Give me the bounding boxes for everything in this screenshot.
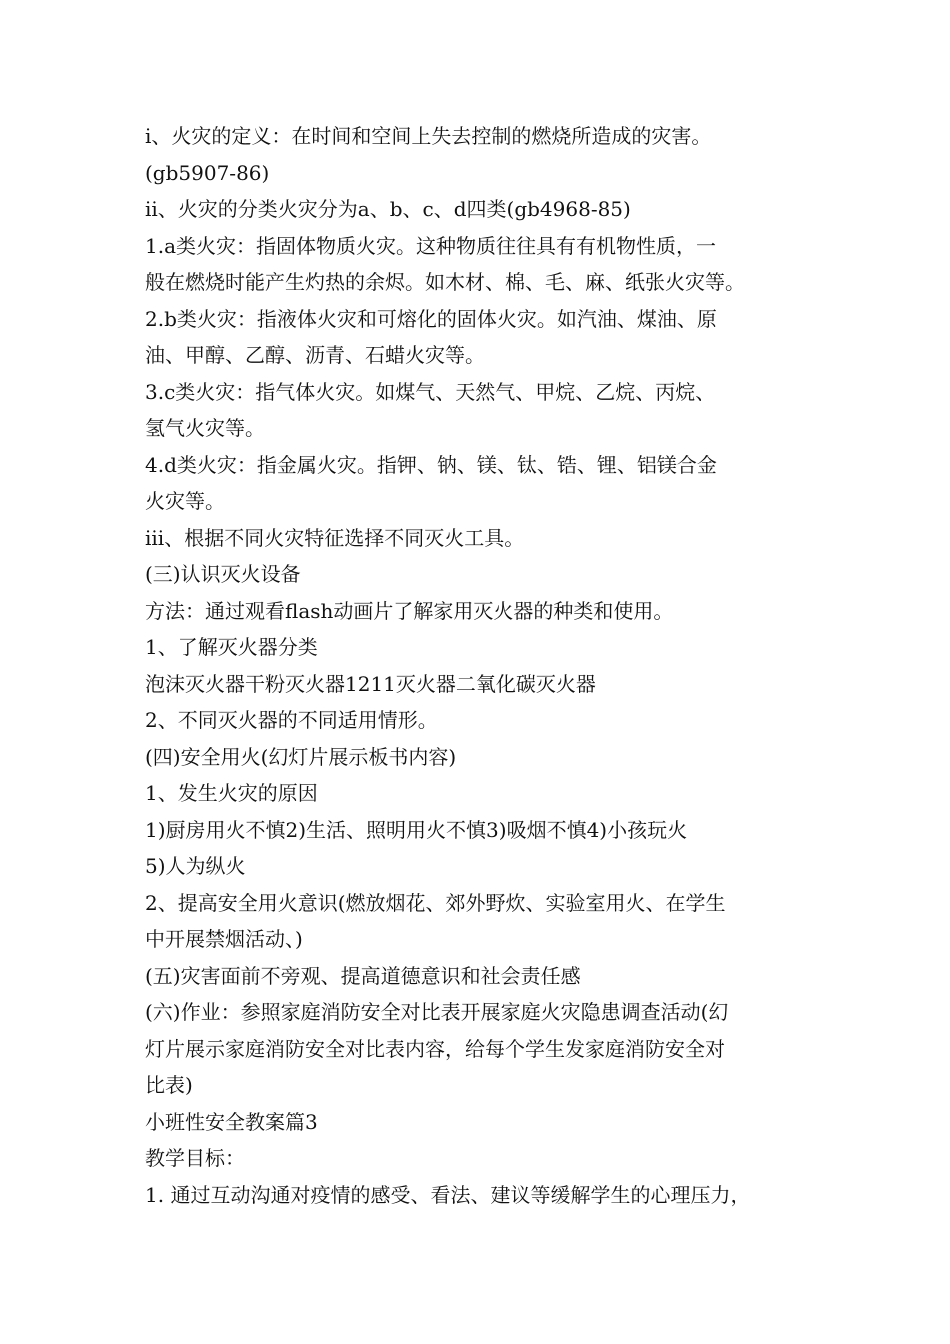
text-line-objectives-label: 教学目标： [145, 1146, 245, 1170]
text-line-standard-ref: (gb5907-86) [145, 160, 270, 185]
text-line-class-a: 1.a类火灾：指固体物质火灾。这种物质往往具有有机物性质，一 [145, 233, 717, 258]
text-line-class-d: 4.d类火灾：指金属火灾。指钾、钠、镁、钛、锆、锂、铝镁合金 [145, 452, 717, 477]
text-line-class-a-cont: 般在燃烧时能产生灼热的余烬。如木材、棉、毛、麻、纸张火灾等。 [145, 270, 745, 294]
section-heading-safe-fire: (四)安全用火(幻灯片展示板书内容) [145, 744, 457, 769]
text-line-class-b: 2.b类火灾：指液体火灾和可熔化的固体火灾。如汽油、煤油、原 [145, 306, 717, 331]
text-line-awareness-cont: 中开展禁烟活动、) [145, 927, 303, 951]
text-line-extinguisher-types: 1、了解灭火器分类 [145, 635, 318, 659]
text-line-fire-classification: ii、火灾的分类火灾分为a、b、c、d四类(gb4968-85) [145, 197, 631, 221]
text-line-class-c-cont: 氢气火灾等。 [145, 416, 265, 440]
section-heading-responsibility: (五)灾害面前不旁观、提高道德意识和社会责任感 [145, 963, 581, 988]
text-line-causes-list: 1)厨房用火不慎2)生活、照明用火不慎3)吸烟不慎4)小孩玩火 [145, 817, 688, 842]
text-line-awareness: 2、提高安全用火意识(燃放烟花、郊外野炊、实验室用火、在学生 [145, 890, 726, 915]
text-line-homework-cont: 灯片展示家庭消防安全对比表内容，给每个学生发家庭消防安全对 [145, 1036, 725, 1061]
text-line-class-b-cont: 油、甲醇、乙醇、沥青、石蜡火灾等。 [145, 343, 485, 367]
lesson-title: 小班性安全教案篇3 [145, 1109, 318, 1134]
text-line-extinguisher-list: 泡沫灭火器干粉灭火器1211灭火器二氧化碳灭火器 [145, 671, 596, 696]
text-line-objective-1: 1. 通过互动沟通对疫情的感受、看法、建议等缓解学生的心理压力， [145, 1182, 751, 1207]
text-line-class-d-cont: 火灾等。 [145, 489, 225, 513]
section-heading-homework: (六)作业：参照家庭消防安全对比表开展家庭火灾隐患调查活动(幻 [145, 1000, 729, 1024]
text-line-method: 方法：通过观看flash动画片了解家用灭火器的种类和使用。 [145, 598, 674, 623]
text-line-extinguisher-usage: 2、不同灭火器的不同适用情形。 [145, 708, 438, 732]
text-line-class-c: 3.c类火灾：指气体火灾。如煤气、天然气、甲烷、乙烷、丙烷、 [145, 379, 716, 404]
text-line-fire-definition: i、火灾的定义：在时间和空间上失去控制的燃烧所造成的灾害。 [145, 124, 712, 148]
text-line-homework-end: 比表) [145, 1073, 193, 1097]
document-body [145, 118, 815, 1213]
text-line-choose-tools: iii、根据不同火灾特征选择不同灭火工具。 [145, 525, 525, 550]
text-line-fire-causes: 1、发生火灾的原因 [145, 781, 318, 805]
text-line-causes-list-cont: 5)人为纵火 [145, 854, 246, 878]
section-heading-equipment: (三)认识灭火设备 [145, 562, 301, 586]
